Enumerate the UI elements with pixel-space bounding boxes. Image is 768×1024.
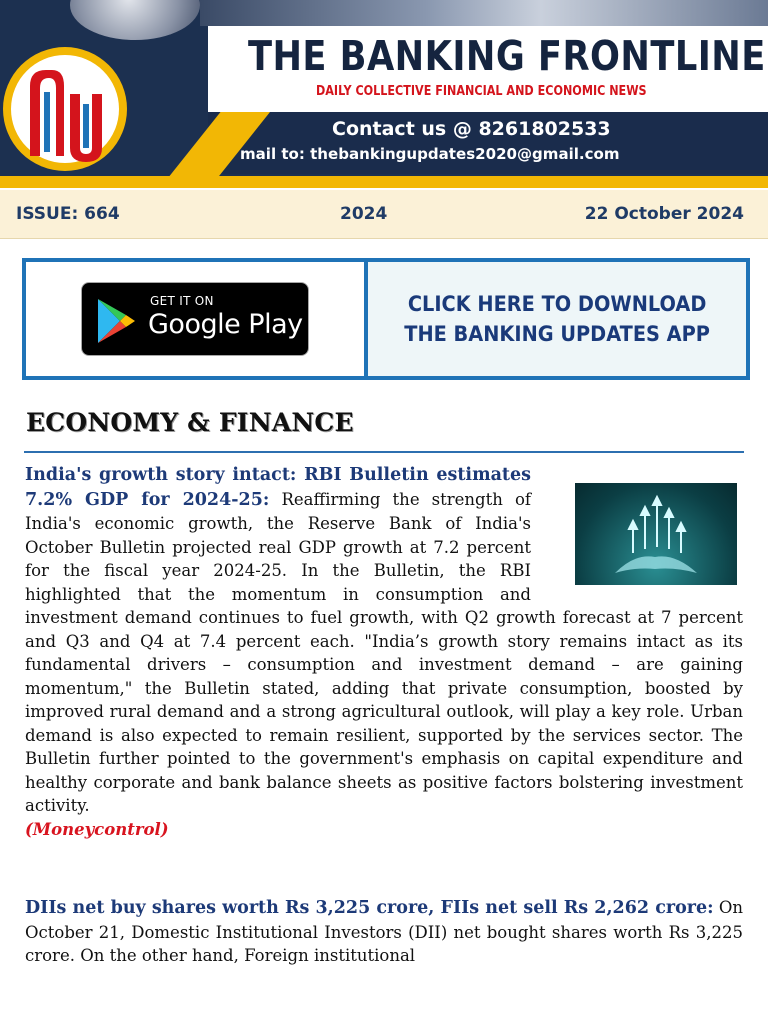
- badge-store-name: Google Play: [148, 309, 303, 340]
- article-gdp-growth: [25, 463, 743, 841]
- bitcoin-coin-graphic: [70, 0, 200, 40]
- issue-number: ISSUE: 664: [16, 204, 120, 224]
- issue-bar: [0, 190, 768, 239]
- section-divider: [24, 451, 744, 453]
- growth-arrows-icon: [575, 483, 737, 585]
- banner-yellow-bar: [0, 176, 768, 188]
- google-play-badge[interactable]: [81, 282, 309, 356]
- download-line-2: THE BANKING UPDATES APP: [404, 322, 710, 346]
- download-line-1: CLICK HERE TO DOWNLOAD: [407, 292, 707, 316]
- download-app-text: [404, 289, 710, 349]
- contact-phone: Contact us @ 8261802533: [332, 118, 611, 140]
- google-play-icon: [94, 297, 138, 345]
- masthead-banner: [0, 0, 768, 188]
- article-dii-fii-flows: [25, 896, 743, 968]
- article-source: (Moneycontrol): [25, 819, 169, 839]
- download-app-link[interactable]: [368, 262, 746, 376]
- section-title: ECONOMY & FINANCE: [26, 408, 354, 437]
- badge-small-text: GET IT ON: [150, 294, 214, 308]
- app-download-box: [22, 258, 750, 380]
- banner-top-stripe: [200, 0, 768, 26]
- publication-logo-icon: [0, 44, 130, 174]
- masthead-title: THE BANKING FRONTLINE: [248, 32, 766, 80]
- growth-hand-image: [575, 483, 737, 585]
- google-play-cell: [26, 262, 368, 376]
- contact-email: mail to: thebankingupdates2020@gmail.com: [240, 145, 620, 163]
- article-body: Reaffirming the strength of India's economic growth, the Reserve Bank of India's October Bulletin projected real GDP growth at 7.2 percent for the fiscal year 2024-25. In the Bulletin, the RBI highlighted that the momentum in consumption and investment demand continues to fuel growth, with Q2 growth forecast at 7 percent and Q3 and Q4 at 7.4 percent each. "India’s growth story remains intact as its fundamental drivers – consumption and investment demand – are gaining momentum," the Bulletin stated, adding that private consumption, boosted by improved rural demand and a strong agricultural outlook, will play a key role. Urban demand is also expected to remain resilient, supported by the services sector. The Bulletin further pointed to the government's emphasis on capital expenditure and healthy corporate and bank balance sheets as positive factors bolstering investment activity.: [25, 489, 743, 815]
- article-headline: India's growth story intact: RBI Bulletin estimates 7.2% GDP for 2024-25:: [25, 465, 531, 510]
- masthead-subtitle: DAILY COLLECTIVE FINANCIAL AND ECONOMIC NEWS: [316, 84, 647, 99]
- article-body: On October 21, Domestic Institutional Investors (DII) net bought shares worth Rs 3,225 crore. On the other hand, Foreign institutional: [25, 898, 743, 965]
- issue-date: 22 October 2024: [584, 204, 744, 224]
- article-headline: DIIs net buy shares worth Rs 3,225 crore, FIIs net sell Rs 2,262 crore:: [25, 898, 714, 918]
- issue-year: 2024: [340, 204, 388, 224]
